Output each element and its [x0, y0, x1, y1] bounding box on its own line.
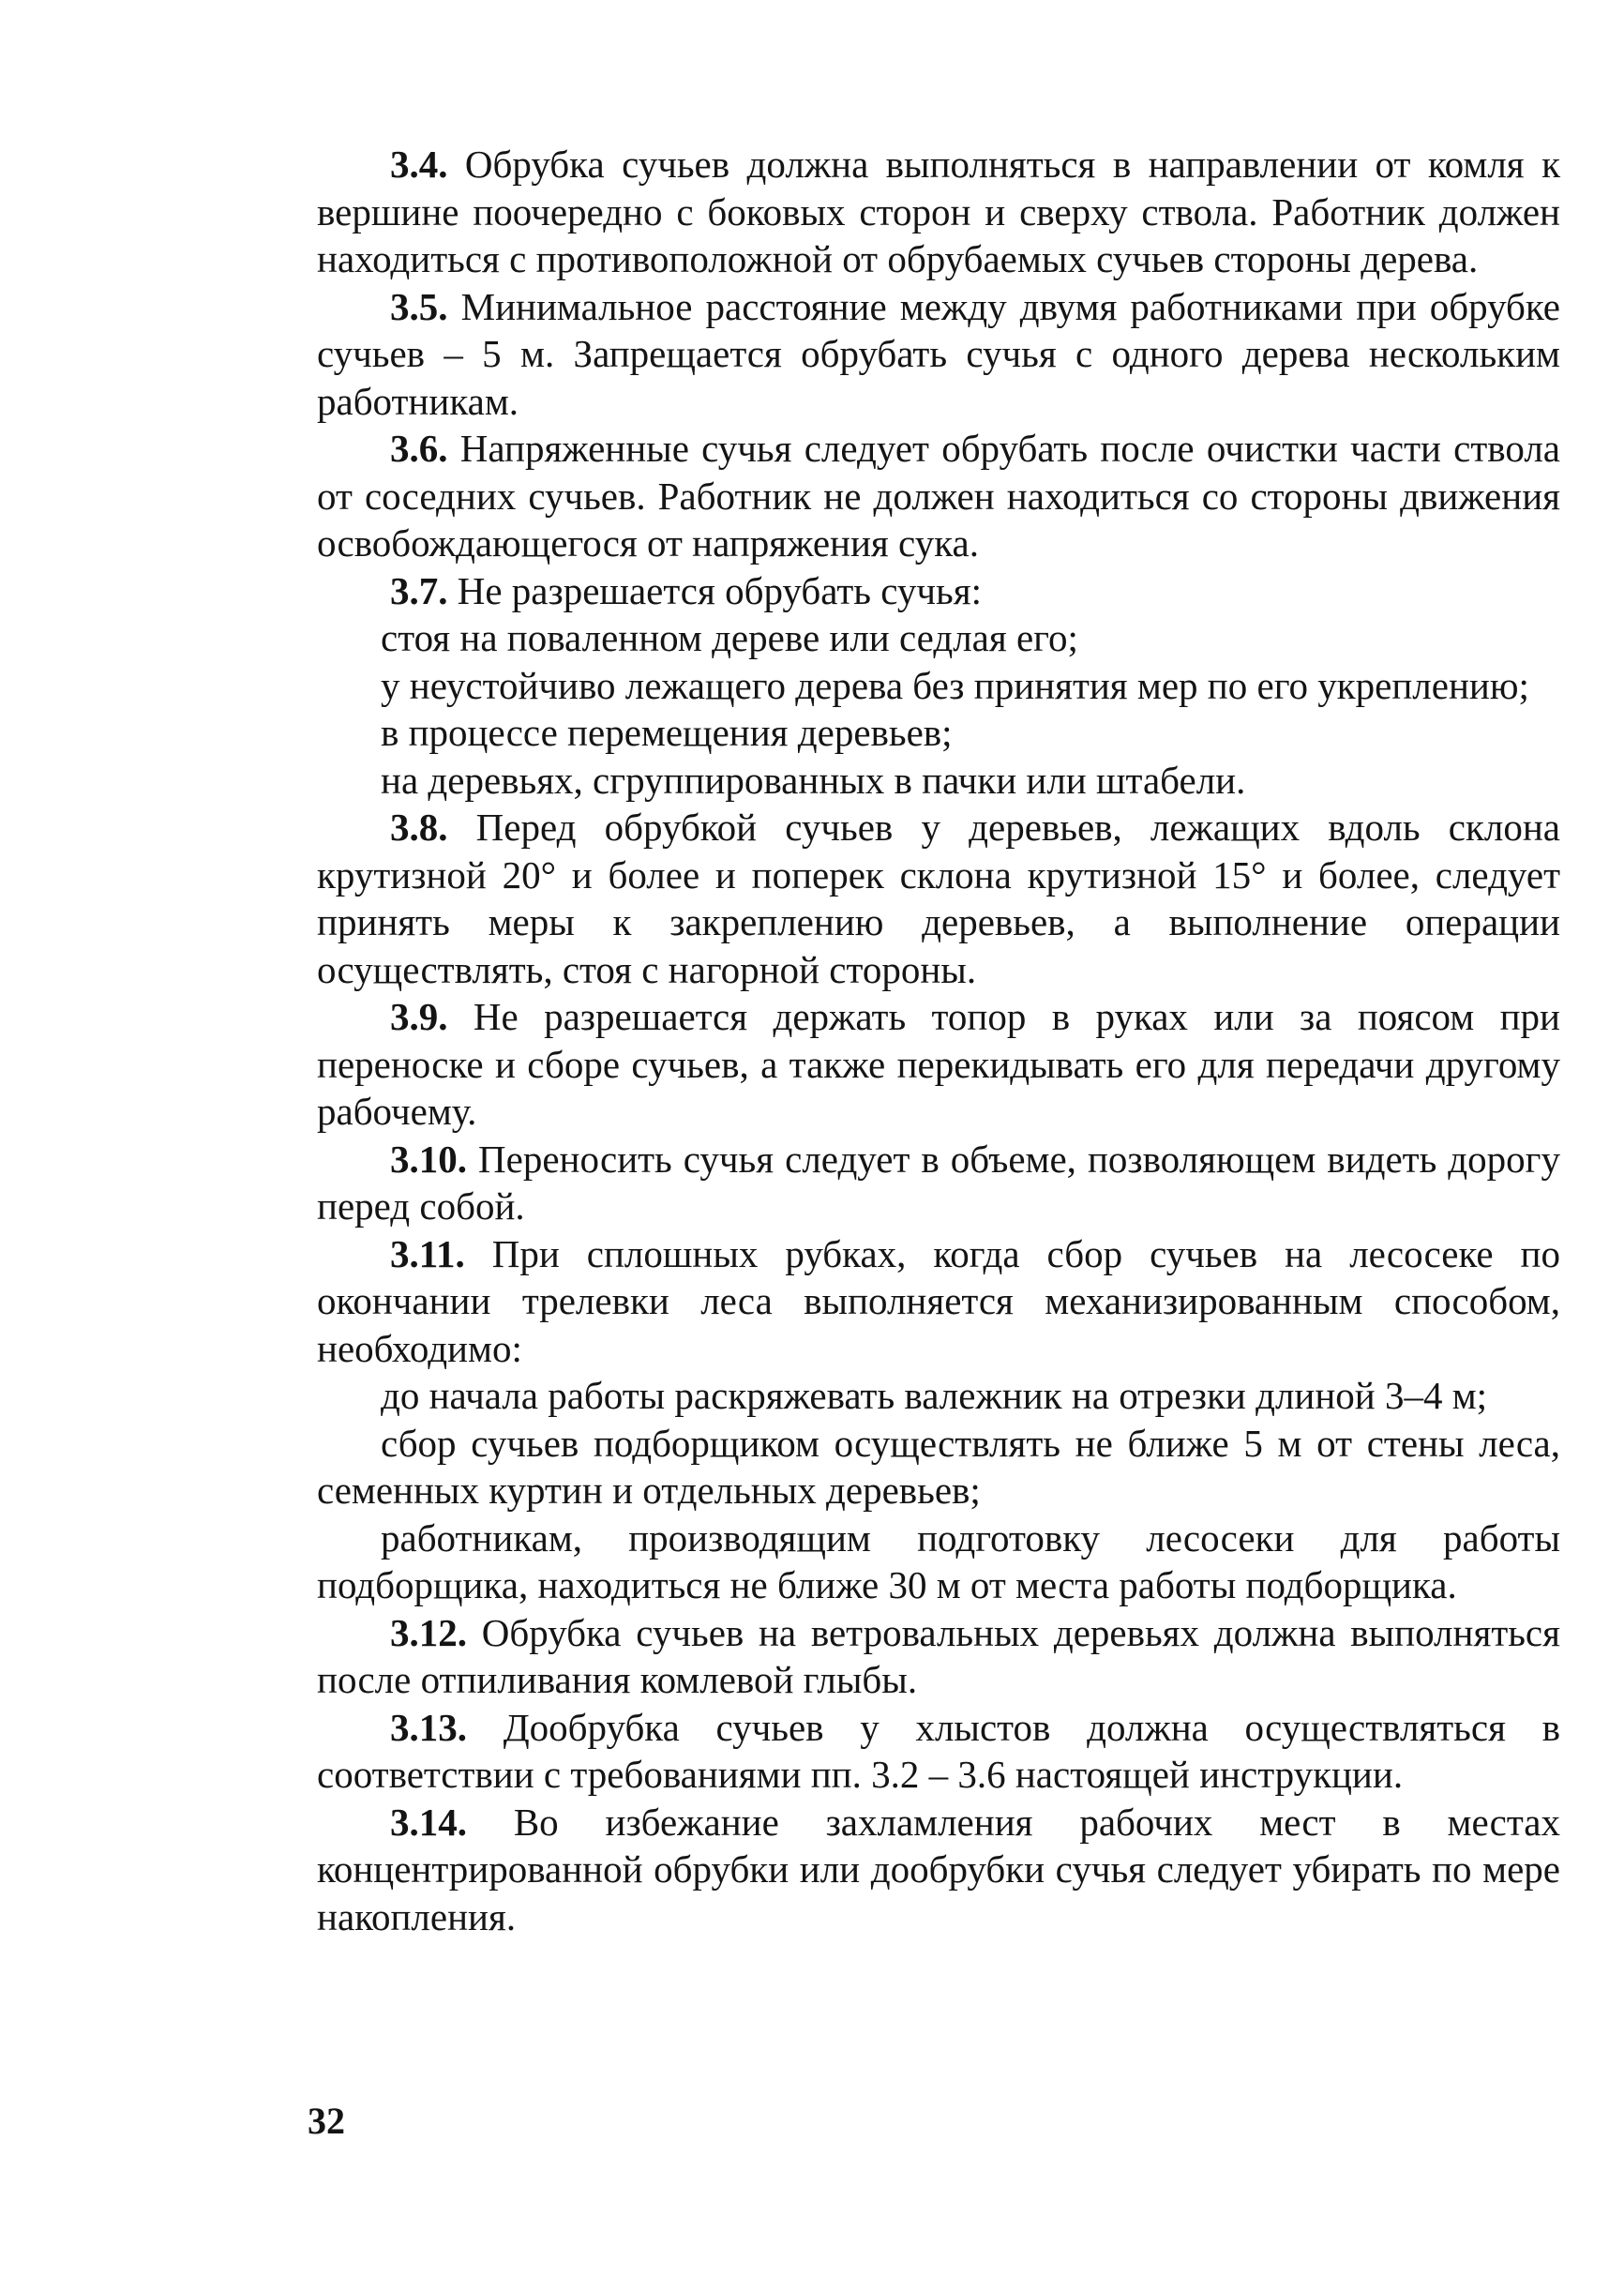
paragraph-text: работникам, производящим подготовку лесосеки для работы подборщика, находиться не ближе 30 м от места работы подборщика.	[317, 1515, 1560, 1606]
list-item	[317, 1372, 1560, 1420]
paragraph-text: Во избежание захламления рабочих мест в местах концентрированной обрубки или дообрубки сучья следует убирать по мере накопления.	[317, 1800, 1560, 1938]
paragraph-text: При сплошных рубках, когда сбор сучьев на лесосеке по окончании трелевки леса выполняется механизированным способом, необходимо:	[317, 1231, 1560, 1370]
paragraph-text: Перед обрубкой сучьев у деревьев, лежащих вдоль склона крутизной 20° и более и поперек склона крутизной 15° и более, следует принять меры к закреплению деревьев, а выполнение операции осуществлять, стоя с нагорной стороны.	[317, 806, 1560, 991]
clause-number: 3.11.	[390, 1231, 465, 1275]
list-item	[317, 1420, 1560, 1515]
paragraph-3-5	[317, 283, 1560, 426]
clause-number: 3.4.	[390, 143, 448, 186]
paragraph-text: Напряженные сучья следует обрубать после очистки части ствола от соседних сучьев. Работник не должен находиться со стороны движения освобождающегося от напряжения сука.	[317, 427, 1560, 565]
paragraph-3-9	[317, 993, 1560, 1136]
paragraph-text: Обрубка сучьев должна выполняться в направлении от комля к вершине поочередно с боковых сторон и сверху ствола. Работник должен находиться с противоположной от обрубаемых сучьев стороны дерева.	[317, 143, 1560, 280]
clause-number: 3.12.	[390, 1610, 467, 1654]
list-item	[317, 1515, 1560, 1609]
paragraph-3-13	[317, 1704, 1560, 1799]
paragraph-text: Минимальное расстояние между двумя работниками при обрубке сучьев – 5 м. Запрещается обрубать сучья с одного дерева нескольким работникам.	[317, 284, 1560, 423]
clause-number: 3.10.	[390, 1137, 467, 1181]
clause-number: 3.5.	[390, 284, 448, 328]
paragraph-3-7	[317, 567, 1560, 615]
clause-number: 3.7.	[390, 568, 448, 612]
paragraph-text: Дообрубка сучьев у хлыстов должна осуществляться в соответствии с требованиями пп. 3.2 – 3.6 настоящей инструкции.	[317, 1705, 1560, 1796]
page-number: 32	[308, 2100, 345, 2142]
paragraph-text: Обрубка сучьев на ветровальных деревьях должна выполняться после отпиливания комлевой глыбы.	[317, 1610, 1560, 1701]
body-text	[317, 141, 1560, 1940]
paragraph-3-10	[317, 1136, 1560, 1230]
paragraph-text: на деревьях, сгруппированных в пачки или штабели.	[381, 758, 1246, 802]
paragraph-3-8	[317, 804, 1560, 993]
list-item	[317, 709, 1560, 757]
paragraph-text: до начала работы раскряжевать валежник на отрезки длиной 3–4 м;	[381, 1374, 1488, 1417]
paragraph-text: Переносить сучья следует в объеме, позволяющем видеть дорогу перед собой.	[317, 1137, 1560, 1228]
paragraph-text: стоя на поваленном дереве или седлая его;	[381, 616, 1078, 659]
list-item	[317, 757, 1560, 805]
paragraph-text: в процессе перемещения деревьев;	[381, 711, 953, 754]
clause-number: 3.9.	[390, 995, 448, 1038]
clause-number: 3.14.	[390, 1800, 467, 1844]
paragraph-3-11	[317, 1230, 1560, 1373]
clause-number: 3.13.	[390, 1705, 467, 1749]
paragraph-text: у неустойчиво лежащего дерева без принятия мер по его укреплению;	[381, 663, 1529, 707]
list-item	[317, 662, 1560, 710]
paragraph-3-6	[317, 425, 1560, 567]
paragraph-text: Не разрешается держать топор в руках или за поясом при переноске и сборе сучьев, а также перекидывать его для передачи другому рабочему.	[317, 995, 1560, 1133]
paragraph-3-4	[317, 141, 1560, 283]
paragraph-text: Не разрешается обрубать сучья:	[447, 568, 982, 612]
list-item	[317, 614, 1560, 662]
paragraph-3-14	[317, 1799, 1560, 1941]
clause-number: 3.8.	[390, 806, 448, 849]
paragraph-3-12	[317, 1609, 1560, 1704]
clause-number: 3.6.	[390, 427, 448, 470]
paragraph-text: сбор сучьев подборщиком осуществлять не ближе 5 м от стены леса, семенных куртин и отдельных деревьев;	[317, 1421, 1560, 1512]
